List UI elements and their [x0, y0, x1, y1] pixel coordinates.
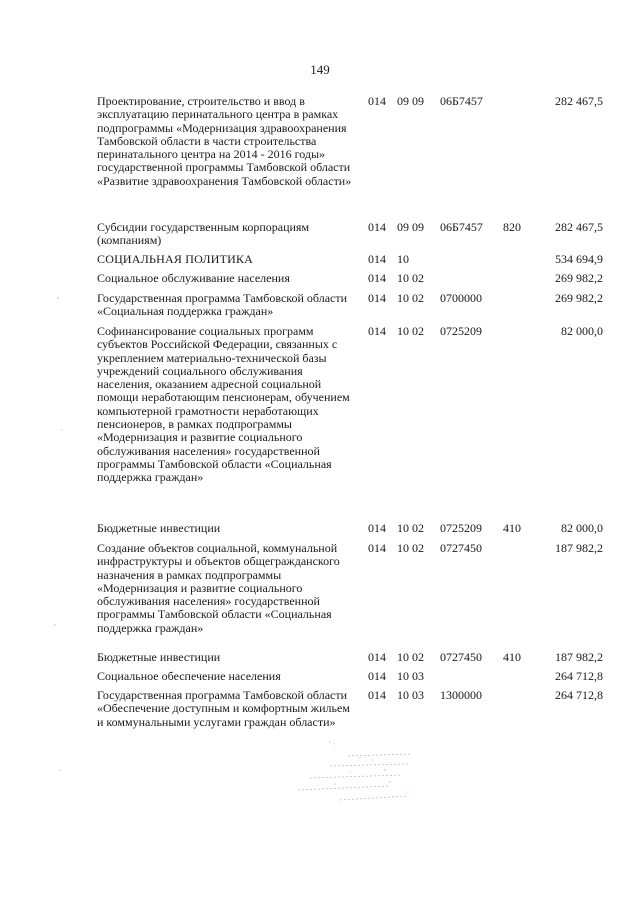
ministry-code: 014 [368, 650, 386, 664]
target-article-code: 0725209 [440, 521, 482, 535]
row-description: Проектирование, строительство и ввод в эксплуатацию перинатального центра в рамках подпрограммы «Модернизация здравоохранения Тамбовской области в части строительства перинатального центра на 2014 - 2016 годы» государственной программы Тамбовской области «Развитие здравоохранения Тамбовской области» [97, 94, 352, 188]
row-description: СОЦИАЛЬНАЯ ПОЛИТИКА [97, 252, 254, 266]
section-code: 10 [397, 252, 409, 266]
row-description: Создание объектов социальной, коммунальной инфраструктуры и объектов общегражданского назначения в рамках подпрограммы «Модернизация и развитие социального обслуживания населения» государственной программы Тамбовской области «Социальная поддержка граждан» [97, 541, 340, 635]
ministry-code: 014 [368, 669, 386, 683]
ministry-code: 014 [368, 324, 386, 338]
row-description: Социальное обеспечение населения [97, 669, 281, 683]
row-description: Бюджетные инвестиции [97, 521, 221, 535]
target-article-code: 0725209 [440, 324, 482, 338]
amount: 187 982,2 [555, 650, 603, 664]
row-description: Бюджетные инвестиции [97, 650, 221, 664]
section-code: 10 02 [397, 541, 424, 555]
row-description: Государственная программа Тамбовской области «Социальная поддержка граждан» [97, 291, 348, 319]
ministry-code: 014 [368, 220, 386, 234]
ministry-code: 014 [368, 94, 386, 108]
target-article-code: 06Б7457 [440, 94, 483, 108]
ministry-code: 014 [368, 521, 386, 535]
amount: 187 982,2 [555, 541, 603, 555]
ministry-code: 014 [368, 291, 386, 305]
amount: 269 982,2 [555, 291, 603, 305]
amount: 264 712,8 [555, 669, 603, 683]
row-description: Государственная программа Тамбовской области «Обеспечение доступным и комфортным жильем и коммунальными услугами граждан области» [97, 688, 350, 729]
row-description: Социальное обслуживание населения [97, 271, 290, 285]
target-article-code: 0727450 [440, 541, 482, 555]
target-article-code: 0727450 [440, 650, 482, 664]
ministry-code: 014 [368, 252, 386, 266]
page-number: 149 [310, 62, 330, 77]
section-code: 09 09 [397, 94, 424, 108]
target-article-code: 06Б7457 [440, 220, 483, 234]
row-description: Субсидии государственным корпорациям (компаниям) [97, 220, 310, 248]
amount: 282 467,5 [555, 94, 603, 108]
row-description: Софинансирование социальных программ субъектов Российской Федерации, связанных с укреплением материально-технической базы учреждений социального обслуживания населения, оказанием адресной социальной помощи неработающим пенсионерам, обучением компьютерной грамотности неработающих пенсионеров, в рамках подпрограммы «Модернизация и развитие социального обслуживания населения» государственной программы Тамбовской области «Социальная поддержка граждан» [97, 324, 350, 485]
amount: 269 982,2 [555, 271, 603, 285]
target-article-code: 1300000 [440, 688, 482, 702]
amount: 264 712,8 [555, 688, 603, 702]
section-code: 10 03 [397, 669, 424, 683]
ministry-code: 014 [368, 271, 386, 285]
section-code: 10 02 [397, 324, 424, 338]
ministry-code: 014 [368, 688, 386, 702]
target-article-code: 0700000 [440, 291, 482, 305]
amount: 82 000,0 [561, 521, 603, 535]
section-code: 10 02 [397, 521, 424, 535]
section-code: 10 02 [397, 271, 424, 285]
expense-type-code: 410 [503, 650, 521, 664]
ministry-code: 014 [368, 541, 386, 555]
section-code: 10 02 [397, 291, 424, 305]
amount: 282 467,5 [555, 220, 603, 234]
section-code: 09 09 [397, 220, 424, 234]
expense-type-code: 410 [503, 521, 521, 535]
amount: 82 000,0 [561, 324, 603, 338]
amount: 534 694,9 [555, 252, 603, 266]
section-code: 10 03 [397, 688, 424, 702]
faded-stamp [290, 748, 440, 803]
expense-type-code: 820 [503, 220, 521, 234]
section-code: 10 02 [397, 650, 424, 664]
